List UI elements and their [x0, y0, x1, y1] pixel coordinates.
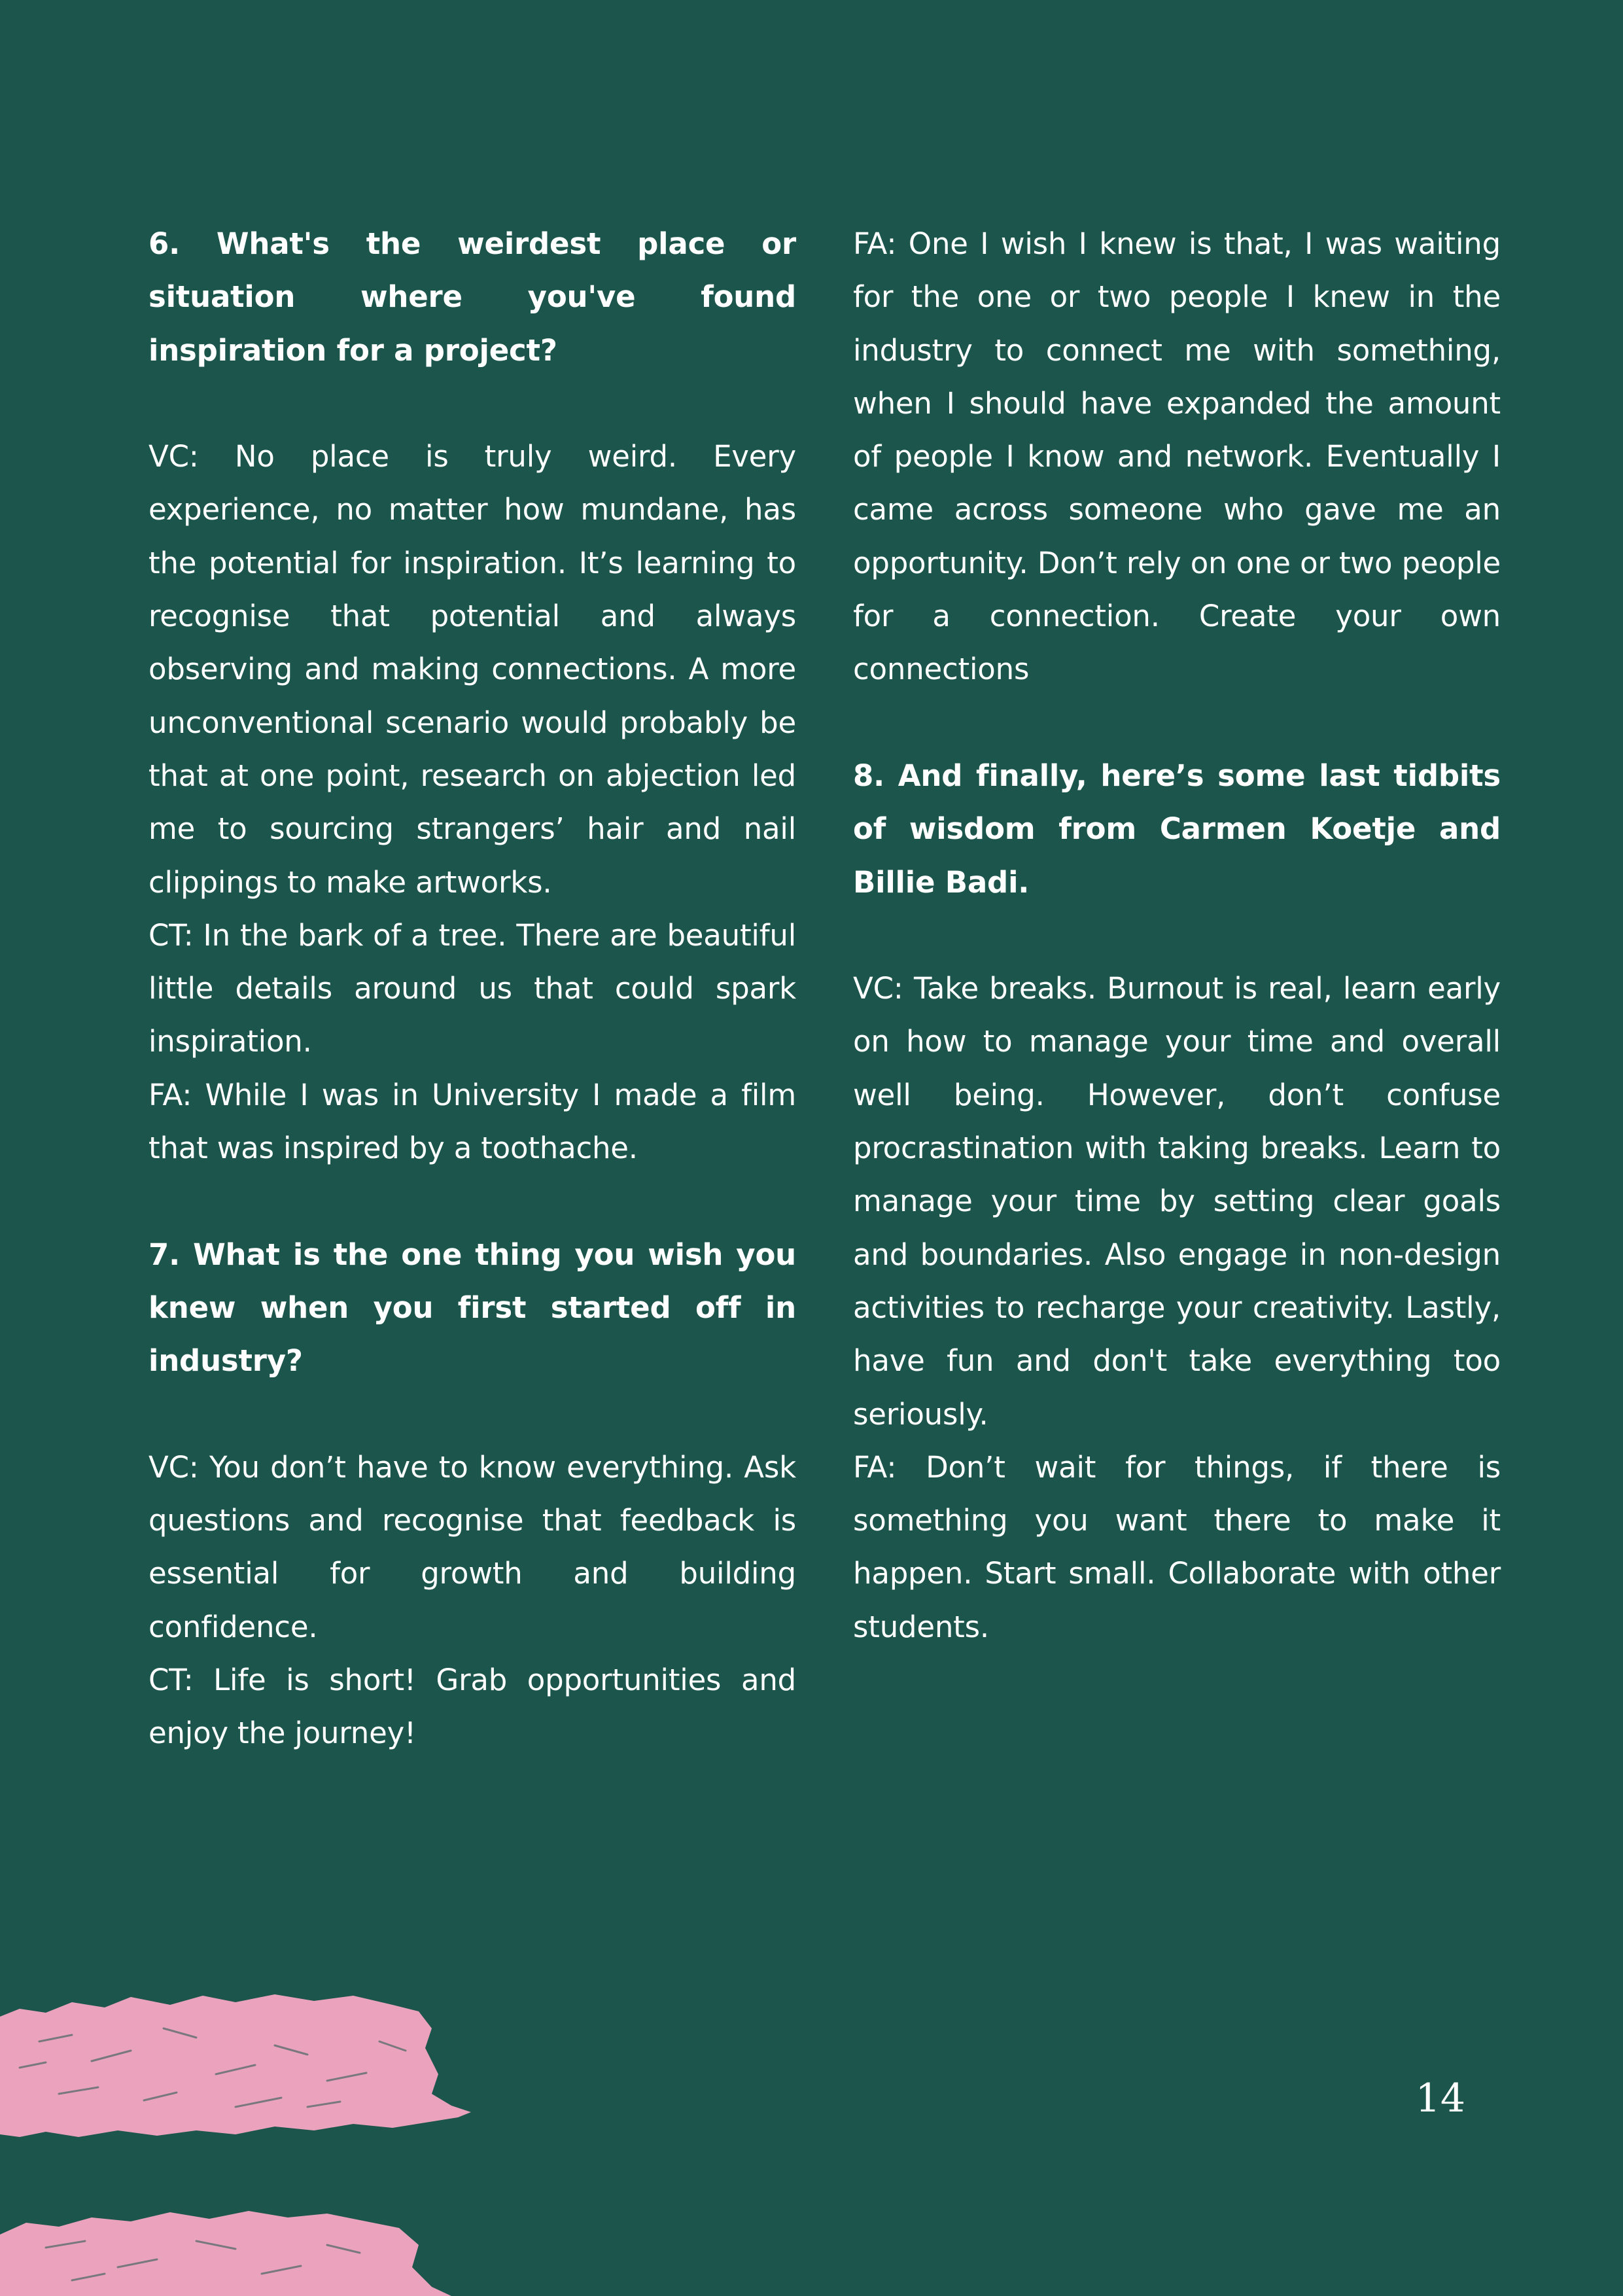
- left-column: [148, 217, 796, 1760]
- right-column: [853, 217, 1501, 1653]
- answer-7-fa: FA: One I wish I knew is that, I was waiting for the one or two people I knew in the industry to connect me with something, when I should have expanded the amount of people I know and network. Eventually I came across someone who gave me an opportunity. Don’t rely on one or two people for a connection. Create your own connections: [853, 226, 1501, 687]
- question-6: 6. What's the weirdest place or situation where you've found inspiration for a project?: [148, 226, 796, 368]
- answer-7-ct: CT: Life is short! Grab opportunities and enjoy the journey!: [148, 1663, 796, 1751]
- answer-8-fa: FA: Don’t wait for things, if there is something you want there to make it happen. Start small. Collaborate with other students.: [853, 1449, 1501, 1644]
- answer-7-vc: VC: You don’t have to know everything. Ask questions and recognise that feedback is essential for growth and building confidence.: [148, 1449, 796, 1644]
- answer-6-vc: VC: No place is truly weird. Every experience, no matter how mundane, has the potential for inspiration. It’s learning to recognise that potential and always observing and making connections. A more unconventional scenario would probably be that at one point, research on abjection led me to sourcing strangers’ hair and nail clippings to make artworks.: [148, 439, 796, 900]
- spacer: [148, 377, 796, 430]
- spacer: [853, 696, 1501, 749]
- answer-6-fa: FA: While I was in University I made a film that was inspired by a toothache.: [148, 1077, 796, 1166]
- page-number: 14: [1415, 2075, 1465, 2121]
- question-7: 7. What is the one thing you wish you knew when you first started off in industry?: [148, 1237, 796, 1379]
- answer-6-ct: CT: In the bark of a tree. There are beautiful little details around us that could spark inspiration.: [148, 917, 796, 1059]
- question-8: 8. And finally, here’s some last tidbits of wisdom from Carmen Koetje and Billie Badi.: [853, 758, 1501, 900]
- spacer: [148, 1388, 796, 1441]
- pink-brush-stroke-bottom: [0, 2208, 451, 2296]
- spacer: [148, 1174, 796, 1227]
- answer-8-vc: VC: Take breaks. Burnout is real, learn early on how to manage your time and overall well being. However, don’t confuse procrastination with taking breaks. Learn to manage your time by setting clear goals and boundaries. Also engage in non-design activities to recharge your creativity. Lastly, have fun and don't take everything too seriously.: [853, 971, 1501, 1432]
- pink-brush-stroke-top: [0, 1983, 478, 2146]
- spacer: [853, 909, 1501, 962]
